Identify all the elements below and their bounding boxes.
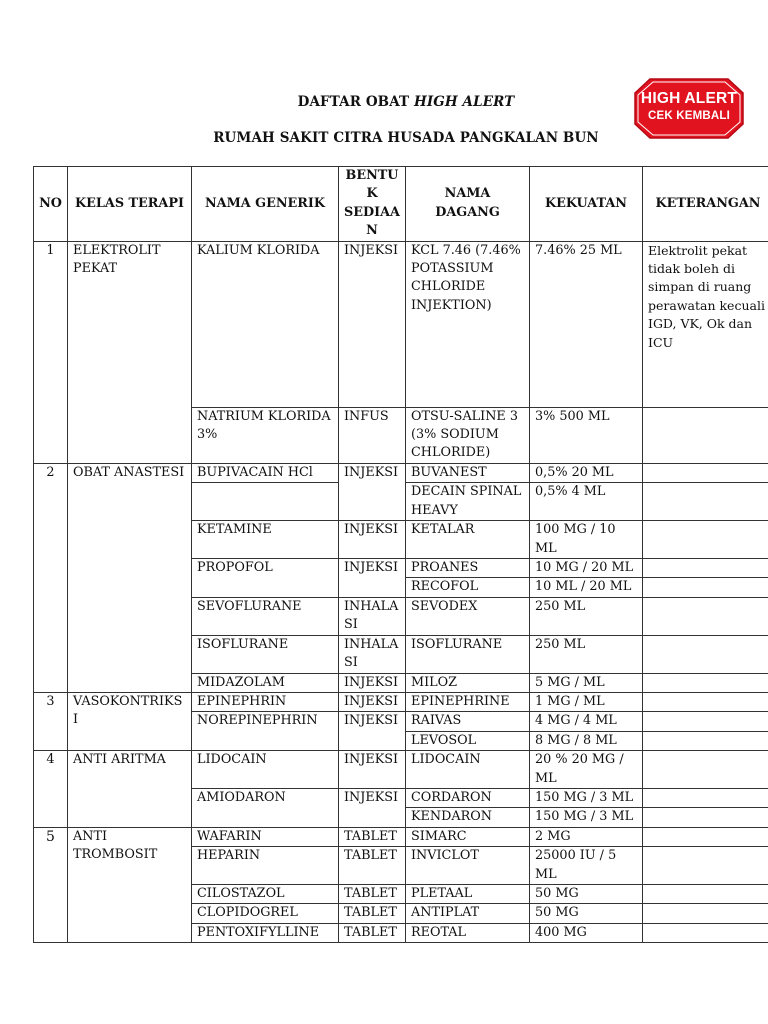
cell-dagang: CORDARON	[406, 788, 530, 807]
table-row	[34, 827, 768, 846]
cell-generik: KALIUM KLORIDA	[192, 241, 339, 407]
cell-kelas: OBAT ANASTESI	[68, 463, 192, 692]
cell-keterangan	[643, 597, 768, 635]
cell-generik	[192, 483, 339, 521]
cell-kelas: ANTI TROMBOSIT	[68, 827, 192, 942]
cell-kelas: VASOKONTRIKSI	[68, 692, 192, 750]
cell-no: 1	[34, 241, 68, 463]
cell-generik: PROPOFOL	[192, 559, 339, 598]
cell-keterangan	[643, 559, 768, 578]
cell-dagang: PLETAAL	[406, 884, 530, 903]
title-plain: DAFTAR OBAT	[297, 94, 414, 110]
cell-dagang: INVICLOT	[406, 847, 530, 885]
cell-generik: BUPIVACAIN HCl	[192, 463, 339, 482]
cell-kekuatan: 1 MG / ML	[530, 692, 643, 711]
cell-generik: NOREPINEPHRIN	[192, 712, 339, 751]
col-header-dagang: NAMA DAGANG	[406, 167, 530, 242]
cell-dagang: PROANES	[406, 559, 530, 578]
cell-keterangan	[643, 673, 768, 692]
cell-kekuatan: 250 ML	[530, 597, 643, 635]
cell-keterangan	[643, 407, 768, 463]
cell-generik: CLOPIDOGREL	[192, 904, 339, 923]
col-header-kelas: KELAS TERAPI	[68, 167, 192, 242]
cell-keterangan	[643, 731, 768, 750]
cell-bentuk: TABLET	[339, 827, 406, 846]
cell-generik: WAFARIN	[192, 827, 339, 846]
cell-kekuatan: 5 MG / ML	[530, 673, 643, 692]
cell-kekuatan: 50 MG	[530, 904, 643, 923]
cell-keterangan	[643, 904, 768, 923]
cell-generik: MIDAZOLAM	[192, 673, 339, 692]
hospital-name: RUMAH SAKIT CITRA HUSADA PANGKALAN BUN	[213, 130, 599, 146]
cell-kelas: ELEKTROLIT PEKAT	[68, 241, 192, 463]
cell-kelas: ANTI ARITMA	[68, 751, 192, 828]
cell-kekuatan: 10 ML / 20 ML	[530, 578, 643, 597]
cell-bentuk: INJEKSI	[339, 673, 406, 692]
cell-dagang: KCL 7.46 (7.46% POTASSIUM CHLORIDE INJEKTION)	[406, 241, 530, 407]
cell-dagang: SEVODEX	[406, 597, 530, 635]
cell-bentuk: INJEKSI	[339, 521, 406, 559]
high-alert-badge	[634, 78, 744, 139]
cell-no: 4	[34, 751, 68, 828]
cell-dagang: REOTAL	[406, 923, 530, 942]
cell-keterangan	[643, 847, 768, 885]
cell-generik: LIDOCAIN	[192, 751, 339, 789]
cell-kekuatan: 7.46% 25 ML	[530, 241, 643, 407]
table-row	[34, 241, 768, 407]
cell-kekuatan: 150 MG / 3 ML	[530, 788, 643, 807]
cell-dagang: LIDOCAIN	[406, 751, 530, 789]
cell-keterangan	[643, 578, 768, 597]
cell-dagang: SIMARC	[406, 827, 530, 846]
cell-dagang: BUVANEST	[406, 463, 530, 482]
cell-kekuatan: 4 MG / 4 ML	[530, 712, 643, 731]
cell-generik: SEVOFLURANE	[192, 597, 339, 635]
cell-kekuatan: 2 MG	[530, 827, 643, 846]
high-alert-drug-table	[33, 166, 768, 943]
cell-dagang: ISOFLURANE	[406, 635, 530, 673]
cell-kekuatan: 100 MG / 10 ML	[530, 521, 643, 559]
cell-kekuatan: 20 % 20 MG / ML	[530, 751, 643, 789]
cell-keterangan	[643, 483, 768, 521]
cell-bentuk: INHALASI	[339, 597, 406, 635]
cell-dagang: KENDARON	[406, 808, 530, 827]
table-row	[34, 692, 768, 711]
cell-kekuatan: 25000 IU / 5 ML	[530, 847, 643, 885]
cell-generik: AMIODARON	[192, 788, 339, 827]
cell-bentuk: INHALASI	[339, 635, 406, 673]
badge-line1: HIGH ALERT	[640, 90, 738, 107]
cell-bentuk: TABLET	[339, 904, 406, 923]
cell-generik: PENTOXIFYLLINE	[192, 923, 339, 942]
cell-no: 3	[34, 692, 68, 750]
cell-dagang: OTSU-SALINE 3 (3% SODIUM CHLORIDE)	[406, 407, 530, 463]
cell-keterangan	[643, 788, 768, 807]
cell-kekuatan: 150 MG / 3 ML	[530, 808, 643, 827]
cell-kekuatan: 8 MG / 8 ML	[530, 731, 643, 750]
cell-bentuk: INFUS	[339, 407, 406, 463]
cell-dagang: EPINEPHRINE	[406, 692, 530, 711]
cell-keterangan: Elektrolit pekat tidak boleh di simpan di ruang perawatan kecuali IGD, VK, Ok dan ICU	[643, 241, 768, 407]
cell-keterangan	[643, 827, 768, 846]
cell-keterangan	[643, 635, 768, 673]
cell-keterangan	[643, 884, 768, 903]
table-row	[34, 463, 768, 482]
cell-generik: CILOSTAZOL	[192, 884, 339, 903]
cell-bentuk: INJEKSI	[339, 692, 406, 711]
table-header-row	[34, 167, 768, 242]
cell-kekuatan: 3% 500 ML	[530, 407, 643, 463]
cell-bentuk: TABLET	[339, 847, 406, 885]
cell-dagang: DECAIN SPINAL HEAVY	[406, 483, 530, 521]
cell-keterangan	[643, 521, 768, 559]
col-header-bentuk: BENTUK SEDIAAN	[339, 167, 406, 242]
cell-keterangan	[643, 692, 768, 711]
cell-dagang: LEVOSOL	[406, 731, 530, 750]
cell-kekuatan: 10 MG / 20 ML	[530, 559, 643, 578]
cell-generik: KETAMINE	[192, 521, 339, 559]
cell-no: 5	[34, 827, 68, 942]
cell-dagang: ANTIPLAT	[406, 904, 530, 923]
cell-kekuatan: 250 ML	[530, 635, 643, 673]
cell-bentuk: INJEKSI	[339, 559, 406, 598]
cell-dagang: MILOZ	[406, 673, 530, 692]
col-header-no: NO	[34, 167, 68, 242]
cell-bentuk: INJEKSI	[339, 712, 406, 751]
cell-generik: HEPARIN	[192, 847, 339, 885]
cell-kekuatan: 0,5% 20 ML	[530, 463, 643, 482]
cell-bentuk: INJEKSI	[339, 751, 406, 789]
cell-bentuk: INJEKSI	[339, 241, 406, 407]
cell-keterangan	[643, 808, 768, 827]
col-header-keterangan: KETERANGAN	[643, 167, 768, 242]
cell-bentuk: INJEKSI	[339, 788, 406, 827]
cell-dagang: RECOFOL	[406, 578, 530, 597]
cell-keterangan	[643, 751, 768, 789]
cell-kekuatan: 50 MG	[530, 884, 643, 903]
cell-kekuatan: 0,5% 4 ML	[530, 483, 643, 521]
cell-keterangan	[643, 463, 768, 482]
cell-keterangan	[643, 712, 768, 731]
col-header-kekuatan: KEKUATAN	[530, 167, 643, 242]
cell-keterangan	[643, 923, 768, 942]
title-italic: HIGH ALERT	[413, 94, 515, 110]
cell-no: 2	[34, 463, 68, 692]
badge-line2: CEK KEMBALI	[647, 110, 731, 122]
cell-bentuk: TABLET	[339, 923, 406, 942]
cell-dagang: KETALAR	[406, 521, 530, 559]
cell-dagang: RAIVAS	[406, 712, 530, 731]
cell-kekuatan: 400 MG	[530, 923, 643, 942]
col-header-generik: NAMA GENERIK	[192, 167, 339, 242]
cell-bentuk: INJEKSI	[339, 463, 406, 520]
cell-generik: NATRIUM KLORIDA 3%	[192, 407, 339, 463]
cell-generik: EPINEPHRIN	[192, 692, 339, 711]
octagon-sign-icon	[634, 78, 744, 139]
cell-bentuk: TABLET	[339, 884, 406, 903]
cell-generik: ISOFLURANE	[192, 635, 339, 673]
table-row	[34, 751, 768, 789]
